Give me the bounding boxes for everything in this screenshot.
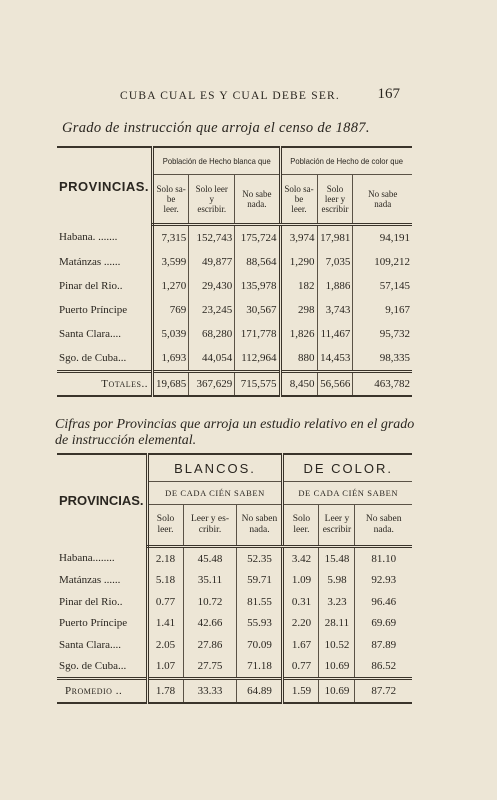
table-cell: 10.72	[183, 591, 237, 613]
table-cell: 880	[280, 346, 317, 372]
table-cell: 2.18	[147, 547, 183, 570]
table-cell: 55.93	[237, 613, 283, 635]
table-row	[57, 634, 412, 656]
table-cell: 769	[153, 298, 189, 322]
table-cell: 0.77	[283, 656, 319, 679]
white-header: BLANCOS.	[147, 454, 283, 482]
table-cell: 30,567	[235, 298, 280, 322]
table-cell: 367,629	[189, 372, 235, 397]
table-cell: 463,782	[353, 372, 412, 397]
table-cell: 109,212	[353, 250, 412, 274]
table-cell: 17,981	[317, 225, 353, 251]
province-name: Habana........	[59, 552, 115, 564]
table-cell: 70.09	[237, 634, 283, 656]
white-population-header: Población de Hecho blanca que	[159, 147, 274, 175]
province-name: Matánzas ......	[59, 574, 121, 587]
totals-label: Totales..	[57, 372, 153, 397]
table-row	[57, 250, 412, 274]
province-name: Pinar del Rio..	[59, 595, 123, 608]
table-cell: 87.89	[355, 634, 412, 656]
table-row	[57, 322, 412, 346]
provinces-header: PROVINCIAS.	[59, 178, 150, 194]
table-cell: 1,290	[280, 250, 317, 274]
province-name: Sgo. de Cuba...	[59, 660, 127, 673]
table-cell: 10.52	[319, 634, 355, 656]
table-cell: 29,430	[189, 274, 235, 298]
table-cell: 10.69	[319, 679, 355, 704]
province-name: Puerto Príncipe	[59, 304, 128, 316]
table-cell: 11,467	[317, 322, 353, 346]
table-cell: 2.05	[147, 634, 183, 656]
table-cell: 87.72	[355, 679, 412, 704]
table-cell: 69.69	[355, 613, 412, 635]
census-table-1887	[57, 146, 412, 397]
table-cell: 3,599	[153, 250, 189, 274]
elementary-instruction-table	[57, 453, 412, 704]
table-cell: 35.11	[183, 570, 237, 592]
table-cell: 7,035	[317, 250, 353, 274]
table-cell: 56,566	[317, 372, 353, 397]
table-row	[57, 656, 412, 679]
province-name: Matánzas ......	[59, 256, 121, 268]
province-name: Pinar del Rio..	[59, 280, 123, 292]
col-header: Solo leer.	[283, 505, 319, 547]
table-cell: 3.23	[319, 591, 355, 613]
col-header: Leer y es- cribir.	[183, 505, 237, 547]
per-hundred-header: DE CADA CIÉN SABEN	[147, 482, 283, 505]
table-cell: 49,877	[189, 250, 235, 274]
table-cell: 298	[280, 298, 317, 322]
table-cell: 5.18	[147, 570, 183, 592]
table-cell: 33.33	[183, 679, 237, 704]
average-label: Promedio ..	[57, 679, 147, 704]
table-cell: 81.10	[355, 547, 412, 570]
col-header: Leer y escribir	[319, 505, 355, 547]
table-cell: 28.11	[319, 613, 355, 635]
table-cell: 88,564	[235, 250, 280, 274]
table-cell: 3.42	[283, 547, 319, 570]
table-row	[57, 346, 412, 372]
table-cell: 71.18	[237, 656, 283, 679]
col-header: Solo leer.	[147, 505, 183, 547]
table-cell: 14,453	[317, 346, 353, 372]
table-cell: 44,054	[189, 346, 235, 372]
table-cell: 81.55	[237, 591, 283, 613]
table-cell: 1.41	[147, 613, 183, 635]
province-name: Sgo. de Cuba...	[59, 352, 127, 364]
table-cell: 0.77	[147, 591, 183, 613]
table-cell: 1,886	[317, 274, 353, 298]
table-row	[57, 274, 412, 298]
table-cell: 1,270	[153, 274, 189, 298]
table-row	[57, 591, 412, 613]
table-cell: 8,450	[280, 372, 317, 397]
provinces-header: PROVINCIAS.	[59, 493, 144, 509]
table-cell: 27.86	[183, 634, 237, 656]
col-header: No sabe nada	[353, 175, 412, 225]
table-row	[57, 613, 412, 635]
table-cell: 1,693	[153, 346, 189, 372]
table-cell: 95,732	[353, 322, 412, 346]
table2-title: Cifras por Provincias que arroja un estudio relativo en el grado de instrucción elemental.	[55, 417, 415, 448]
table-cell: 0.31	[283, 591, 319, 613]
running-title: CUBA CUAL ES Y CUAL DEBE SER.	[120, 90, 340, 102]
table-cell: 1.07	[147, 656, 183, 679]
color-header: DE COLOR.	[283, 454, 412, 482]
col-header: Solo leer y escribir.	[189, 175, 235, 225]
table-cell: 15.48	[319, 547, 355, 570]
col-header: No saben nada.	[355, 505, 412, 547]
table-cell: 171,778	[235, 322, 280, 346]
table-cell: 27.75	[183, 656, 237, 679]
table-cell: 19,685	[153, 372, 189, 397]
table-cell: 9,167	[353, 298, 412, 322]
table-cell: 1,826	[280, 322, 317, 346]
table-cell: 92.93	[355, 570, 412, 592]
table-cell: 23,245	[189, 298, 235, 322]
table-cell: 94,191	[353, 225, 412, 251]
table-cell: 3,743	[317, 298, 353, 322]
table-cell: 152,743	[189, 225, 235, 251]
table-cell: 175,724	[235, 225, 280, 251]
table-cell: 57,145	[353, 274, 412, 298]
table-cell: 10.69	[319, 656, 355, 679]
table-cell: 715,575	[235, 372, 280, 397]
col-header: Solo leer y escribir	[317, 175, 353, 225]
table-cell: 86.52	[355, 656, 412, 679]
page-number: 167	[377, 86, 400, 102]
table-cell: 1.59	[283, 679, 319, 704]
per-hundred-header: DE CADA CIÉN SABEN	[283, 482, 412, 505]
table-cell: 7,315	[153, 225, 189, 251]
table-cell: 45.48	[183, 547, 237, 570]
table-cell: 1.78	[147, 679, 183, 704]
table-row	[57, 298, 412, 322]
table-cell: 68,280	[189, 322, 235, 346]
color-population-header: Población de Hecho de color que	[287, 147, 406, 175]
province-name: Habana. .......	[59, 231, 118, 244]
table-row	[57, 225, 412, 251]
table-cell: 1.09	[283, 570, 319, 592]
table-cell: 112,964	[235, 346, 280, 372]
table-cell: 5,039	[153, 322, 189, 346]
table-cell: 52.35	[237, 547, 283, 570]
table-cell: 96.46	[355, 591, 412, 613]
table-cell: 59.71	[237, 570, 283, 592]
table-cell: 5.98	[319, 570, 355, 592]
col-header: No sabe nada.	[235, 175, 280, 225]
table-cell: 64.89	[237, 679, 283, 704]
province-name: Santa Clara....	[59, 328, 122, 340]
table1-title: Grado de instrucción que arroja el censo de 1887.	[62, 120, 370, 136]
table-cell: 1.67	[283, 634, 319, 656]
table-row	[57, 570, 412, 592]
totals-row	[57, 372, 412, 397]
col-header: No saben nada.	[237, 505, 283, 547]
table-cell: 3,974	[280, 225, 317, 251]
province-name: Puerto Príncipe	[59, 617, 128, 630]
province-name: Santa Clara....	[59, 638, 122, 651]
average-row	[57, 679, 412, 704]
table-cell: 135,978	[235, 274, 280, 298]
table-cell: 42.66	[183, 613, 237, 635]
col-header: Solo sa- be leer.	[280, 175, 317, 225]
table-cell: 98,335	[353, 346, 412, 372]
col-header: Solo sa- be leer.	[153, 175, 189, 225]
table-cell: 2.20	[283, 613, 319, 635]
table-cell: 182	[280, 274, 317, 298]
table-row	[57, 547, 412, 570]
